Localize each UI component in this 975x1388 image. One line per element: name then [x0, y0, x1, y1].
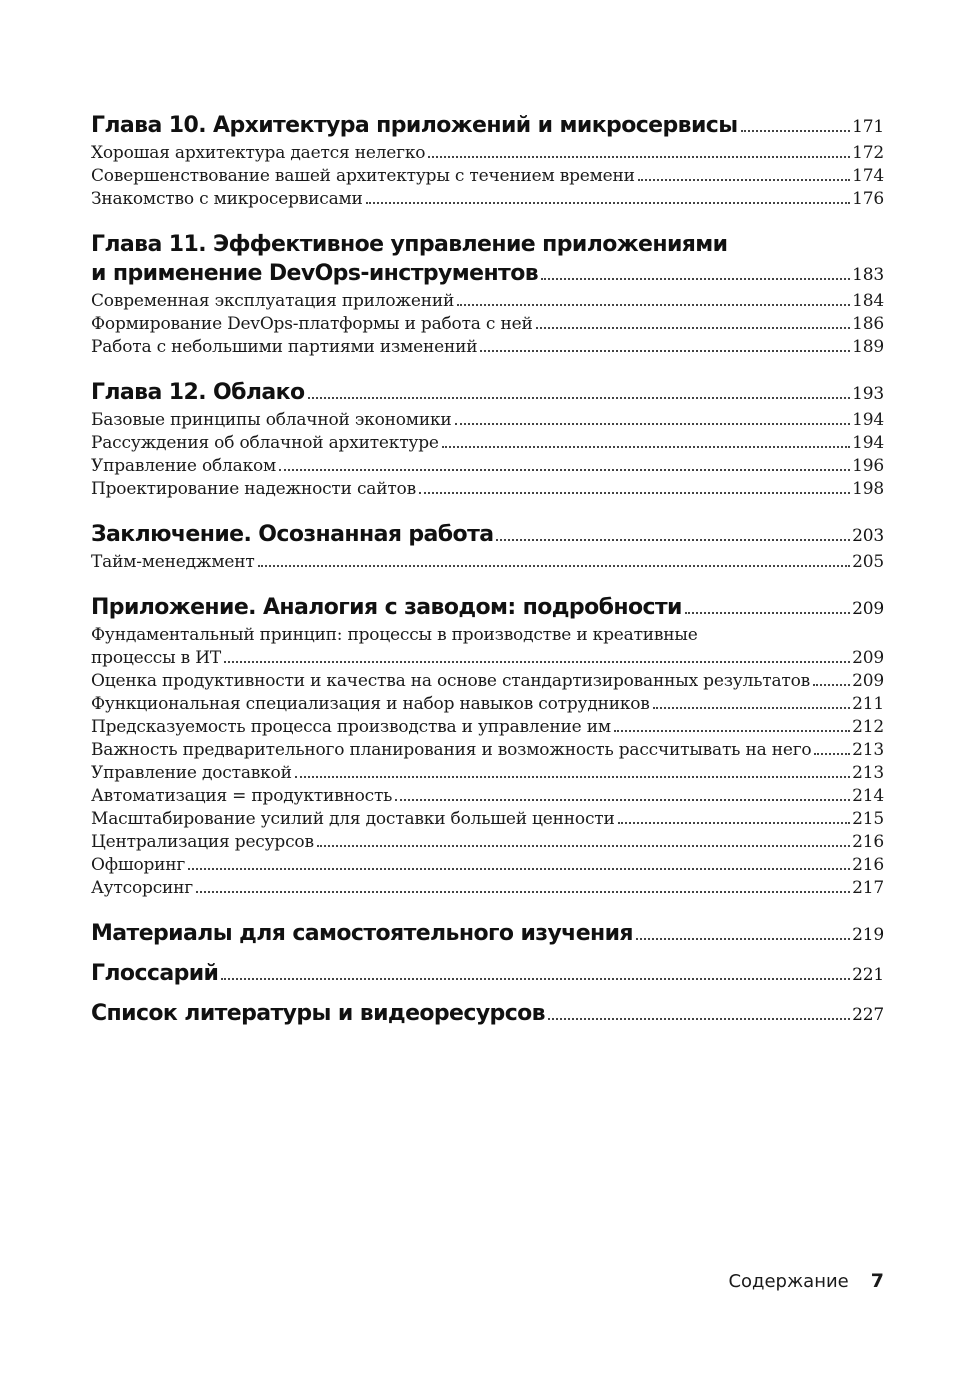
entry-title: Формирование DevOps-платформы и работа с ней	[91, 314, 533, 334]
dot-leader	[419, 492, 850, 494]
entry-title: Управление доставкой	[91, 763, 292, 783]
chapter-heading[interactable]	[91, 259, 884, 290]
dot-leader	[455, 423, 851, 425]
entry-page-number: 217	[852, 878, 884, 898]
toc-section	[91, 999, 884, 1030]
chapter-page-number: 203	[852, 526, 884, 546]
dot-leader	[548, 1018, 850, 1020]
toc-section	[91, 520, 884, 574]
entry-title: Рассуждения об облачной архитектуре	[91, 433, 439, 453]
toc-entry[interactable]	[91, 409, 884, 432]
dot-leader	[496, 539, 850, 541]
chapter-heading[interactable]	[91, 378, 884, 409]
dot-leader	[814, 753, 850, 755]
entry-page-number: 189	[852, 337, 884, 357]
chapter-title: Глава 10. Архитектура приложений и микросервисы	[91, 113, 738, 138]
dot-leader	[258, 565, 851, 567]
toc-entry[interactable]	[91, 336, 884, 359]
entry-title: Знакомство с микросервисами	[91, 189, 363, 209]
entry-page-number: 194	[852, 433, 884, 453]
entry-page-number: 186	[852, 314, 884, 334]
dot-leader	[196, 891, 850, 893]
dot-leader	[457, 304, 850, 306]
dot-leader	[636, 938, 850, 940]
entry-title: Совершенствование вашей архитектуры с течением времени	[91, 166, 635, 186]
chapter-page-number: 219	[852, 925, 884, 945]
chapter-title: Список литературы и видеоресурсов	[91, 1001, 545, 1026]
chapter-heading[interactable]	[91, 919, 884, 950]
toc-section	[91, 378, 884, 501]
entry-page-number: 216	[852, 855, 884, 875]
entry-title: Хорошая архитектура дается нелегко	[91, 143, 426, 163]
entry-page-number: 198	[852, 479, 884, 499]
toc-entry[interactable]	[91, 670, 884, 693]
toc-section	[91, 230, 884, 359]
entry-page-number: 214	[852, 786, 884, 806]
dot-leader	[428, 156, 850, 158]
dot-leader	[279, 469, 850, 471]
toc-entry[interactable]	[91, 165, 884, 188]
entry-title: процессы в ИТ	[91, 648, 221, 668]
entry-page-number: 213	[852, 763, 884, 783]
page-footer	[728, 1270, 884, 1292]
dot-leader	[395, 799, 850, 801]
chapter-page-number: 227	[852, 1005, 884, 1025]
chapter-heading[interactable]	[91, 593, 884, 624]
table-of-contents	[91, 111, 884, 1049]
dot-leader	[685, 612, 850, 614]
toc-entry[interactable]	[91, 831, 884, 854]
chapter-heading[interactable]	[91, 520, 884, 551]
entry-page-number: 172	[852, 143, 884, 163]
toc-entry[interactable]	[91, 785, 884, 808]
dot-leader	[653, 707, 850, 709]
dot-leader	[536, 327, 851, 329]
toc-entry[interactable]	[91, 455, 884, 478]
chapter-title: Заключение. Осознанная работа	[91, 522, 494, 547]
toc-section	[91, 919, 884, 950]
toc-section	[91, 959, 884, 990]
toc-entry[interactable]	[91, 877, 884, 900]
entry-title: Офшоринг	[91, 855, 186, 875]
running-footer-title: Содержание	[728, 1271, 849, 1292]
toc-entry[interactable]	[91, 739, 884, 762]
entry-page-number: 212	[852, 717, 884, 737]
entry-page-number: 215	[852, 809, 884, 829]
entry-title: Оценка продуктивности и качества на основе стандартизированных результатов	[91, 671, 810, 691]
dot-leader	[224, 661, 850, 663]
dot-leader	[295, 776, 850, 778]
chapter-page-number: 183	[852, 265, 884, 285]
chapter-title: Глоссарий	[91, 961, 219, 986]
toc-entry-line1[interactable]: Фундаментальный принцип: процессы в производстве и креативные	[91, 625, 698, 645]
page-number: 7	[870, 1270, 884, 1292]
dot-leader	[188, 868, 850, 870]
entry-page-number: 205	[852, 552, 884, 572]
toc-entry[interactable]	[91, 432, 884, 455]
entry-title: Тайм-менеджмент	[91, 552, 255, 572]
chapter-heading[interactable]	[91, 111, 884, 142]
toc-entry[interactable]	[91, 808, 884, 831]
dot-leader	[317, 845, 850, 847]
dot-leader	[813, 684, 850, 686]
dot-leader	[541, 278, 850, 280]
entry-page-number: 213	[852, 740, 884, 760]
chapter-heading[interactable]	[91, 999, 884, 1030]
toc-entry[interactable]	[91, 854, 884, 877]
toc-entry[interactable]	[91, 716, 884, 739]
chapter-page-number: 171	[852, 117, 884, 137]
entry-page-number: 184	[852, 291, 884, 311]
toc-entry[interactable]	[91, 693, 884, 716]
chapter-heading[interactable]	[91, 959, 884, 990]
chapter-heading-line1[interactable]: Глава 11. Эффективное управление приложениями	[91, 232, 728, 257]
entry-title: Масштабирование усилий для доставки большей ценности	[91, 809, 615, 829]
entry-page-number: 194	[852, 410, 884, 430]
entry-title: Современная эксплуатация приложений	[91, 291, 455, 311]
chapter-page-number: 221	[852, 965, 884, 985]
toc-entry[interactable]	[91, 290, 884, 313]
entry-page-number: 216	[852, 832, 884, 852]
entry-page-number: 196	[852, 456, 884, 476]
chapter-title: Глава 12. Облако	[91, 380, 305, 405]
toc-entry[interactable]	[91, 142, 884, 165]
entry-page-number: 174	[852, 166, 884, 186]
entry-title: Базовые принципы облачной экономики	[91, 410, 452, 430]
dot-leader	[480, 350, 850, 352]
toc-entry[interactable]	[91, 551, 884, 574]
toc-entry[interactable]	[91, 478, 884, 501]
chapter-title: Материалы для самостоятельного изучения	[91, 921, 633, 946]
dot-leader	[741, 130, 851, 132]
entry-page-number: 176	[852, 189, 884, 209]
chapter-page-number: 193	[852, 384, 884, 404]
dot-leader	[618, 822, 851, 824]
dot-leader	[366, 202, 850, 204]
dot-leader	[442, 446, 850, 448]
toc-section	[91, 593, 884, 900]
chapter-title: Приложение. Аналогия с заводом: подробности	[91, 595, 682, 620]
entry-page-number: 209	[852, 648, 884, 668]
dot-leader	[614, 730, 850, 732]
dot-leader	[221, 978, 850, 980]
toc-entry[interactable]	[91, 188, 884, 211]
entry-title: Централизация ресурсов	[91, 832, 314, 852]
entry-title: Аутсорсинг	[91, 878, 194, 898]
entry-title: Важность предварительного планирования и возможность рассчитывать на него	[91, 740, 812, 760]
toc-section	[91, 111, 884, 211]
entry-title: Проектирование надежности сайтов	[91, 479, 416, 499]
dot-leader	[308, 397, 851, 399]
chapter-page-number: 209	[852, 599, 884, 619]
entry-page-number: 211	[852, 694, 884, 714]
toc-entry[interactable]	[91, 647, 884, 670]
entry-title: Предсказуемость процесса производства и управление им	[91, 717, 611, 737]
entry-title: Автоматизация = продуктивность	[91, 786, 393, 806]
entry-page-number: 209	[852, 671, 884, 691]
toc-entry[interactable]	[91, 313, 884, 336]
toc-entry[interactable]	[91, 762, 884, 785]
entry-title: Функциональная специализация и набор навыков сотрудников	[91, 694, 650, 714]
dot-leader	[638, 179, 850, 181]
chapter-title: и применение DevOps-инструментов	[91, 261, 539, 286]
entry-title: Управление облаком	[91, 456, 277, 476]
entry-title: Работа с небольшими партиями изменений	[91, 337, 478, 357]
